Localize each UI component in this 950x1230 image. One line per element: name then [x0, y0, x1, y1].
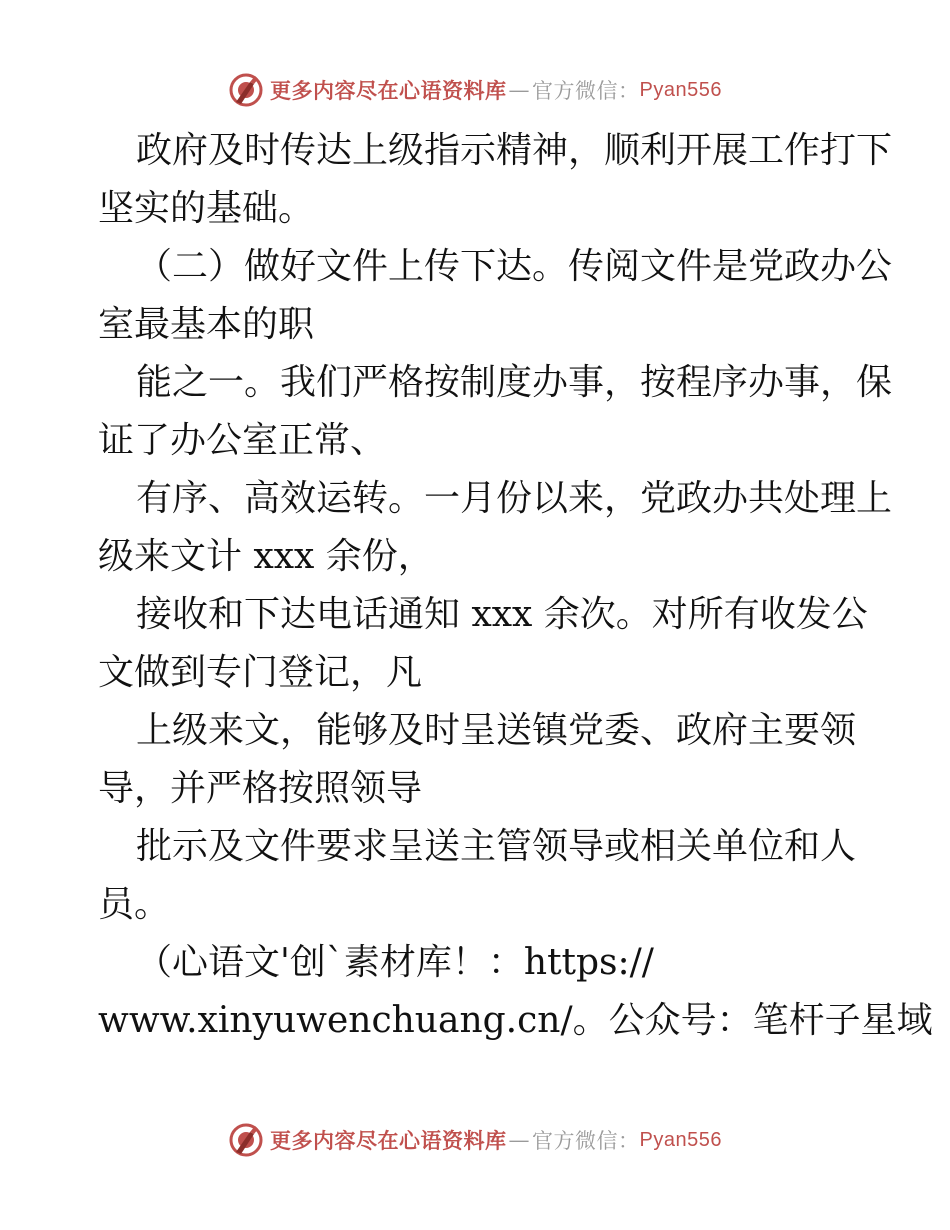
banner-label: 官方微信： — [532, 79, 640, 103]
paragraph — [98, 586, 868, 702]
paragraph — [98, 702, 858, 818]
paragraph-line: 能之一。我们严格按制度办事，按程序办事，保 — [136, 362, 893, 403]
paragraph — [98, 354, 893, 470]
paragraph-line: 员。 — [98, 884, 171, 925]
banner-main-text: 更多内容尽在心语资料库 — [270, 1128, 507, 1153]
paragraph-line: 导，并严格按照领导 — [98, 768, 423, 809]
paragraph-line: 文做到专门登记，凡 — [98, 652, 423, 693]
document-body — [98, 122, 933, 1050]
paragraph — [98, 818, 858, 934]
paragraph-line: 室最基本的职 — [98, 304, 315, 345]
header-watermark — [0, 70, 950, 110]
paragraph-line: 上级来文，能够及时呈送镇党委、政府主要领 — [136, 710, 857, 751]
paragraph — [98, 238, 893, 354]
banner-dash: — — [508, 1128, 531, 1152]
banner-wechat-id: Pyan556 — [639, 78, 722, 101]
paragraph — [98, 470, 893, 586]
paragraph-line: 有序、高效运转。一月份以来，党政办共处理上 — [136, 478, 893, 519]
paragraph-line: （心语文'创`素材库！：https:// — [136, 942, 654, 983]
banner-wechat-id: Pyan556 — [639, 1128, 722, 1151]
paragraph-line: （二）做好文件上传下达。传阅文件是党政办公 — [136, 246, 893, 287]
paragraph-line: 批示及文件要求呈送主管领导或相关单位和人 — [136, 826, 857, 867]
paragraph-line: 坚实的基础。 — [98, 188, 315, 229]
paragraph-line: 接收和下达电话通知 xxx 余次。对所有收发公 — [136, 594, 868, 635]
footer-watermark — [0, 1120, 950, 1160]
paragraph — [98, 122, 893, 238]
paragraph-line: 级来文计 xxx 余份， — [98, 536, 434, 577]
banner-main-text: 更多内容尽在心语资料库 — [270, 78, 507, 103]
pen-logo-icon — [228, 1122, 264, 1158]
paragraph-line: www.xinyuwenchuang.cn/。公众号：笔杆子星域 — [98, 1000, 933, 1041]
banner-label: 官方微信： — [532, 1129, 640, 1153]
pen-logo-icon — [228, 72, 264, 108]
paragraph — [98, 934, 933, 1050]
banner-dash: — — [508, 78, 531, 102]
paragraph-line: 政府及时传达上级指示精神，顺利开展工作打下 — [136, 130, 893, 171]
paragraph-line: 证了办公室正常、 — [98, 420, 387, 461]
